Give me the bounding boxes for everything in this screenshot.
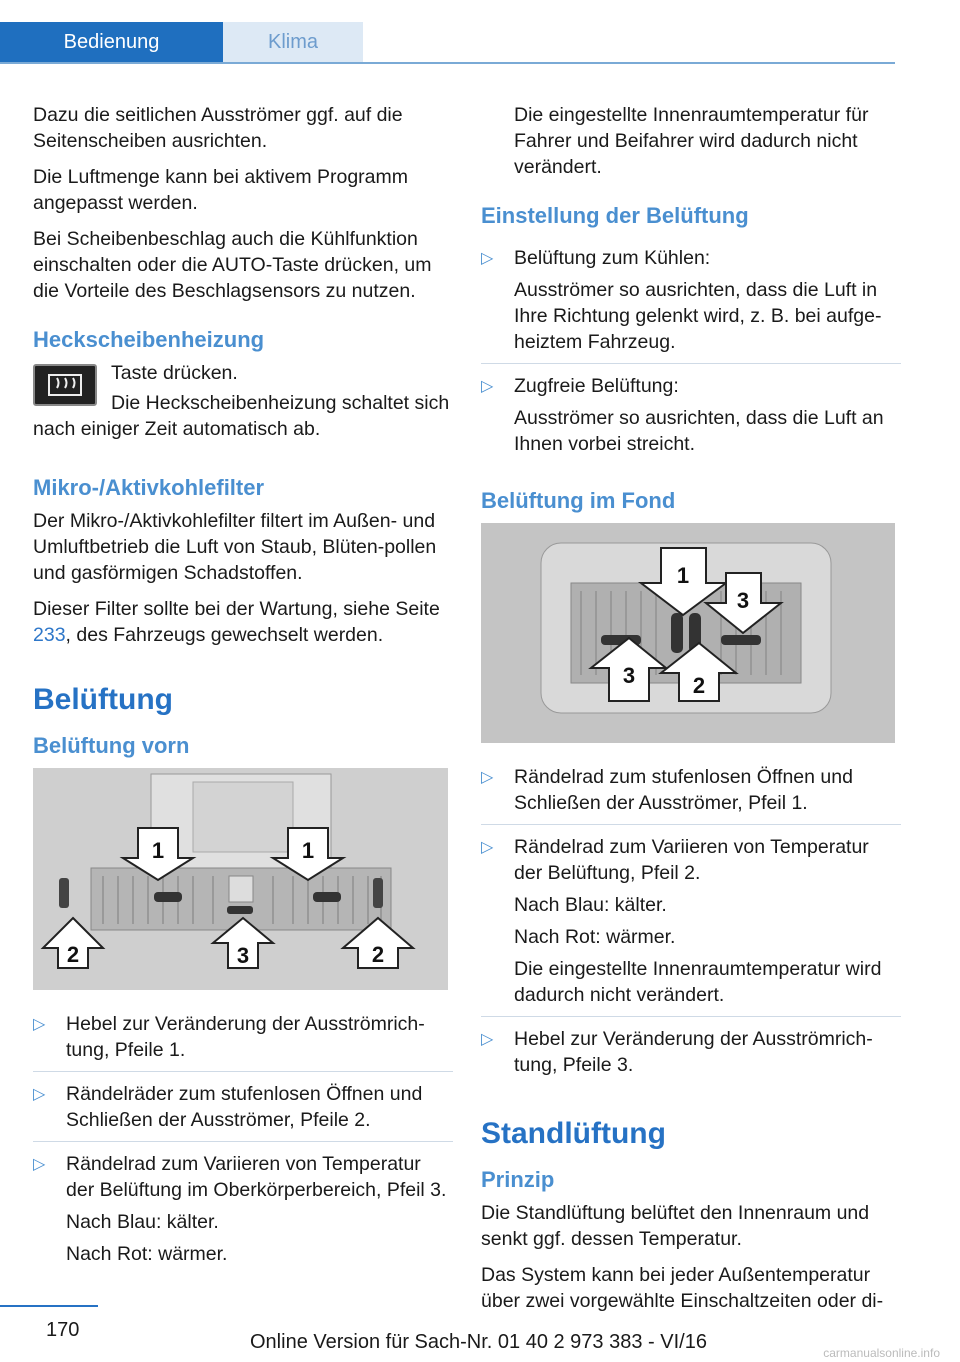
tab-bedienung[interactable]: Bedienung [0,22,223,62]
tab-klima[interactable]: Klima [223,22,363,62]
list-item [481,236,901,364]
rear-vents-illustration [481,523,895,743]
list-item-text: Ausströmer so ausrichten, dass die Luft an Ihnen vorbei streicht. [514,407,884,455]
bullet-icon: ▷ [481,378,494,395]
bullet-icon: ▷ [33,1086,46,1103]
heading-standlueftung: Standlüftung [481,1117,666,1150]
front-vents-figure [33,768,448,990]
page-number: 170 [46,1319,80,1341]
page-link[interactable]: 233 [33,624,66,646]
bullet-icon: ▷ [481,250,494,267]
list-item [33,1072,453,1142]
callout-2: 2 [692,673,706,698]
list-item-text: Ausströmer so ausrichten, dass die Luft in Ihre Richtung gelenkt wird, z. B. bei aufge-heiztem Fahrzeug. [514,279,882,353]
front-vents-illustration [33,768,448,990]
heading-fond: Belüftung im Fond [481,488,676,513]
list-item [481,755,901,825]
callout-3: 3 [236,943,250,968]
list-item [33,1002,453,1072]
heading-heckscheibenheizung: Heckscheibenheizung [33,327,265,352]
bullet-icon: ▷ [33,1016,46,1033]
heading-belueftung: Belüftung [33,683,173,716]
list-item-title: Belüftung zum Kühlen: [514,247,711,269]
list-item-text: Hebel zur Veränderung der Ausströmrich-tung, Pfeile 1. [66,1013,425,1061]
section-tabs [0,22,895,64]
list-item-extra: Nach Blau: kälter. [66,1211,219,1233]
online-version-text: Online Version für Sach-Nr. 01 40 2 973 383 - VI/16 [250,1331,707,1353]
watermark: carmanualsonline.info [823,1346,940,1360]
list-item-extra: Nach Rot: wärmer. [514,926,676,948]
paragraph: Dazu die seitlichen Ausströmer ggf. auf die Seitenscheiben ausrichten. [33,104,403,152]
list-item [481,1017,901,1086]
list-item [481,364,901,465]
front-vents-list [33,1002,453,1275]
list-item [33,1142,453,1275]
paragraph: Die Luftmenge kann bei aktivem Programm angepasst werden. [33,166,409,214]
callout-1: 1 [676,563,690,588]
paragraph: Bei Scheibenbeschlag auch die Kühlfunktion einschalten oder die AUTO-Taste drücken, um die Vorteile des Beschlagsensors zu nutzen. [33,228,432,302]
callout-3-top: 3 [736,588,750,613]
list-item-text: Hebel zur Veränderung der Ausströmrich-tung, Pfeile 3. [514,1028,873,1076]
callout-2-left: 2 [66,942,80,967]
rear-vents-figure [481,523,895,743]
list-item-extra: Nach Rot: wärmer. [66,1243,228,1265]
left-column [33,102,453,1283]
paragraph: Die Standlüftung belüftet den Innenraum und senkt ggf. dessen Temperatur. [481,1202,870,1250]
heading-prinzip: Prinzip [481,1167,555,1192]
callout-3-bottom: 3 [622,663,636,688]
list-item-text: Rändelrad zum stufenlosen Öffnen und Schließen der Ausströmer, Pfeil 1. [514,766,853,814]
paragraph: Die eingestellte Innenraumtemperatur für Fahrer und Beifahrer wird dadurch nicht verändert. [514,104,869,178]
bullet-icon: ▷ [481,769,494,786]
heading-einstellung: Einstellung der Belüftung [481,203,749,228]
einstellung-list [481,236,901,465]
paragraph: Das System kann bei jeder Außentemperatur über zwei vorgewählte Einschaltzeiten oder di- [481,1264,884,1312]
right-column [481,102,901,1324]
heading-belueftung-vorn: Belüftung vorn [33,733,190,758]
list-item [481,825,901,1017]
callout-1-right: 1 [301,838,315,863]
footer-rule [0,1305,98,1307]
list-item-text: Rändelrad zum Variieren von Temperatur der Belüftung im Oberkörperbereich, Pfeil 3. [66,1153,447,1201]
text-span: Dieser Filter sollte bei der Wartung, siehe Seite [33,598,440,620]
list-item-text: Rändelrad zum Variieren von Temperatur der Belüftung, Pfeil 2. [514,836,869,884]
callout-2-right: 2 [371,942,385,967]
bullet-icon: ▷ [33,1156,46,1173]
heck-block [33,360,453,452]
list-item-extra: Die eingestellte Innenraumtemperatur wird dadurch nicht verändert. [514,958,882,1006]
text-span: , des Fahrzeugs gewechselt werden. [65,624,384,646]
paragraph: Der Mikro-/Aktivkohlefilter filtert im Außen- und Umluftbetrieb die Luft von Staub, Blüten-pollen und gasförmigen Schadstoffen. [33,510,437,584]
rear-defrost-button-icon [33,364,97,406]
callout-1-left: 1 [151,838,165,863]
paragraph [33,596,453,648]
bullet-icon: ▷ [481,1031,494,1048]
list-item-text: Rändelräder zum stufenlosen Öffnen und Schließen der Ausströmer, Pfeile 2. [66,1083,423,1131]
paragraph: Taste drücken. [111,362,238,384]
rear-vents-list [481,755,901,1086]
list-item-extra: Nach Blau: kälter. [514,894,667,916]
bullet-icon: ▷ [481,839,494,856]
list-item-title: Zugfreie Belüftung: [514,375,679,397]
paragraph: Die Heckscheibenheizung schaltet sich nach einiger Zeit automatisch ab. [33,392,450,440]
heading-mikrofilter: Mikro-/Aktivkohlefilter [33,475,265,500]
